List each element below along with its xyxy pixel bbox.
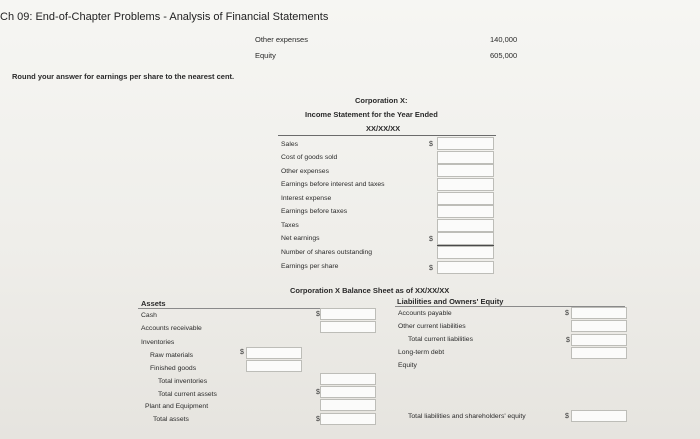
liab-header: Liabilities and Owners' Equity xyxy=(397,297,504,306)
ap-dollar: $ xyxy=(565,310,569,317)
total-assets-dollar: $ xyxy=(316,416,320,423)
asset-cash: Cash xyxy=(141,312,157,319)
cash-dollar: $ xyxy=(316,311,320,318)
balance-title: Corporation X Balance Sheet as of XX/XX/XX xyxy=(290,286,450,295)
row-interest: Interest expense xyxy=(281,195,332,202)
row-other-expenses: Other expenses xyxy=(281,168,329,175)
taxes-input[interactable] xyxy=(437,219,494,232)
current-dollar: $ xyxy=(316,389,320,396)
cogs-input[interactable] xyxy=(437,151,494,164)
other-liab-input[interactable] xyxy=(571,320,627,332)
total-inv-input[interactable] xyxy=(320,373,376,385)
ebt-input[interactable] xyxy=(437,205,494,218)
row-net-earnings: Net earnings xyxy=(281,235,320,242)
net-earnings-double-rule xyxy=(437,245,494,246)
row-cogs: Cost of goods sold xyxy=(281,154,338,161)
total-liab-dollar: $ xyxy=(565,413,569,420)
income-title-1: Corporation X: xyxy=(355,96,408,105)
income-title-3: XX/XX/XX xyxy=(366,124,401,133)
total-assets-input[interactable] xyxy=(320,413,376,425)
raw-dollar: $ xyxy=(240,349,244,356)
ebit-input[interactable] xyxy=(437,178,494,191)
equity-value: 605,000 xyxy=(490,51,518,60)
ltd-input[interactable] xyxy=(571,347,627,359)
finished-input[interactable] xyxy=(246,360,302,372)
asset-total-inv: Total inventories xyxy=(158,378,208,385)
other-expenses-label: Other expenses xyxy=(255,35,308,44)
row-shares: Number of shares outstanding xyxy=(281,249,373,256)
asset-ar: Accounts receivable xyxy=(141,325,202,332)
liab-total: Total liabilities and shareholders' equity xyxy=(408,413,526,420)
net-earnings-input[interactable] xyxy=(437,232,494,245)
other-expenses-value: 140,000 xyxy=(490,35,518,44)
row-ebt: Earnings before taxes xyxy=(281,208,348,215)
assets-header: Assets xyxy=(141,299,166,308)
liab-ap: Accounts payable xyxy=(398,310,452,317)
ap-input[interactable] xyxy=(571,307,627,319)
page-title: Ch 09: End-of-Chapter Problems - Analysis of Financial Statements xyxy=(0,11,329,23)
net-dollar: $ xyxy=(429,236,433,243)
raw-input[interactable] xyxy=(246,347,302,359)
sales-dollar: $ xyxy=(429,141,433,148)
other-expenses-input[interactable] xyxy=(437,164,494,177)
eps-dollar: $ xyxy=(429,265,433,272)
asset-inventories: Inventories xyxy=(141,339,175,346)
liab-total-current: Total current liabilities xyxy=(408,336,473,343)
tcl-dollar: $ xyxy=(566,337,570,344)
asset-total: Total assets xyxy=(153,416,189,423)
interest-input[interactable] xyxy=(437,192,494,205)
tcl-input[interactable] xyxy=(571,334,627,346)
equity-label: Equity xyxy=(255,51,276,60)
sales-input[interactable] xyxy=(437,137,494,150)
row-ebit: Earnings before interest and taxes xyxy=(281,181,385,188)
liab-equity: Equity xyxy=(398,362,417,369)
total-liab-input[interactable] xyxy=(571,410,627,422)
shares-input[interactable] xyxy=(437,246,494,259)
ppe-input[interactable] xyxy=(320,399,376,411)
ar-input[interactable] xyxy=(320,321,376,333)
asset-finished: Finished goods xyxy=(150,365,197,372)
row-sales: Sales xyxy=(281,141,299,148)
row-eps: Earnings per share xyxy=(281,263,339,270)
instruction-text: Round your answer for earnings per share to the nearest cent. xyxy=(12,72,235,81)
asset-ppe: Plant and Equipment xyxy=(145,403,209,410)
liab-other: Other current liabilities xyxy=(398,323,466,330)
row-taxes: Taxes xyxy=(281,222,299,229)
asset-raw: Raw materials xyxy=(150,352,194,359)
cash-input[interactable] xyxy=(320,308,376,320)
total-current-input[interactable] xyxy=(320,386,376,398)
liab-ltd: Long-term debt xyxy=(398,349,445,356)
asset-total-current: Total current assets xyxy=(158,391,217,398)
eps-input[interactable] xyxy=(437,261,494,274)
income-top-rule xyxy=(278,135,496,136)
income-title-2: Income Statement for the Year Ended xyxy=(305,110,438,119)
